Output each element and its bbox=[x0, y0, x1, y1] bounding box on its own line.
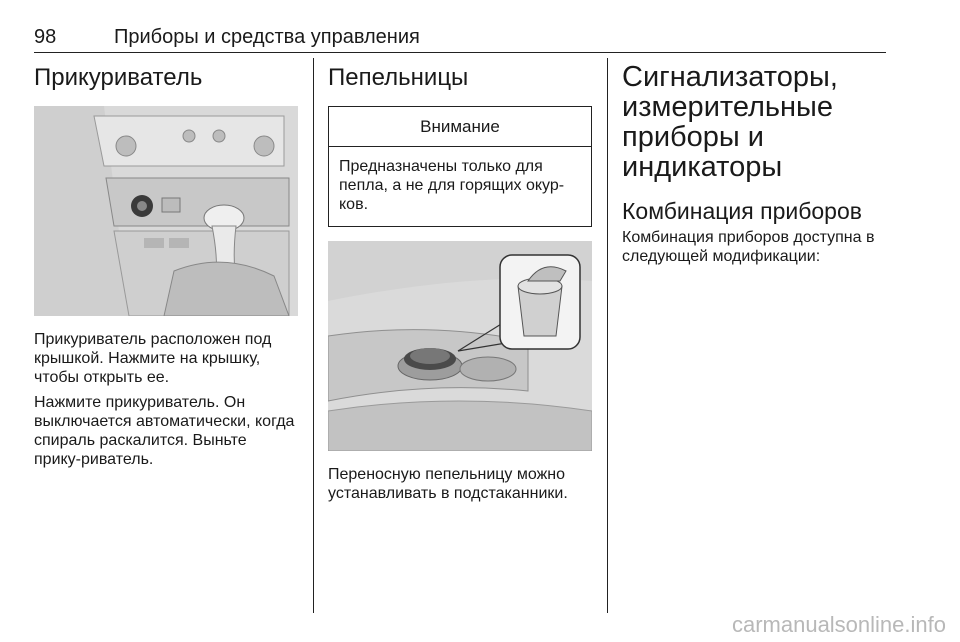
caution-text: Предназначены только для пепла, а не для горящих окур-ков. bbox=[339, 158, 565, 213]
ashtray-illustration bbox=[328, 241, 592, 451]
caution-box bbox=[328, 106, 592, 227]
paragraph: Прикуриватель расположен под крышкой. Нажмите на крышку, чтобы открыть ее. bbox=[34, 331, 272, 386]
chapter-heading: Сигнализаторы, измерительные приборы и индикаторы bbox=[622, 61, 838, 183]
column-indicators bbox=[622, 58, 886, 612]
column-cigarette-lighter bbox=[34, 58, 298, 612]
figure-caption: Переносную пепельницу можно устанавливать в подстаканники. bbox=[328, 466, 568, 502]
paragraph: Комбинация приборов доступна в следующей модификации: bbox=[622, 229, 875, 265]
section-heading: Комбинация приборов bbox=[622, 198, 862, 224]
column-ashtrays bbox=[328, 58, 592, 612]
section-heading: Пепельницы bbox=[328, 64, 469, 91]
console-drawing bbox=[34, 106, 298, 316]
paragraph: Нажмите прикуриватель. Он выключается автоматически, когда спираль раскалится. Выньте прику-риватель. bbox=[34, 394, 295, 468]
cigarette-lighter-illustration bbox=[34, 106, 298, 316]
cupholder-drawing bbox=[328, 241, 592, 451]
watermark: carmanualsonline.info bbox=[731, 612, 946, 637]
page-header bbox=[34, 24, 886, 53]
section-heading: Прикуриватель bbox=[34, 64, 203, 91]
chapter-title: Приборы и средства управления bbox=[114, 26, 420, 48]
page-number: 98 bbox=[34, 26, 57, 48]
column-divider bbox=[607, 58, 608, 613]
caution-title: Внимание bbox=[329, 107, 591, 147]
column-divider bbox=[313, 58, 314, 613]
